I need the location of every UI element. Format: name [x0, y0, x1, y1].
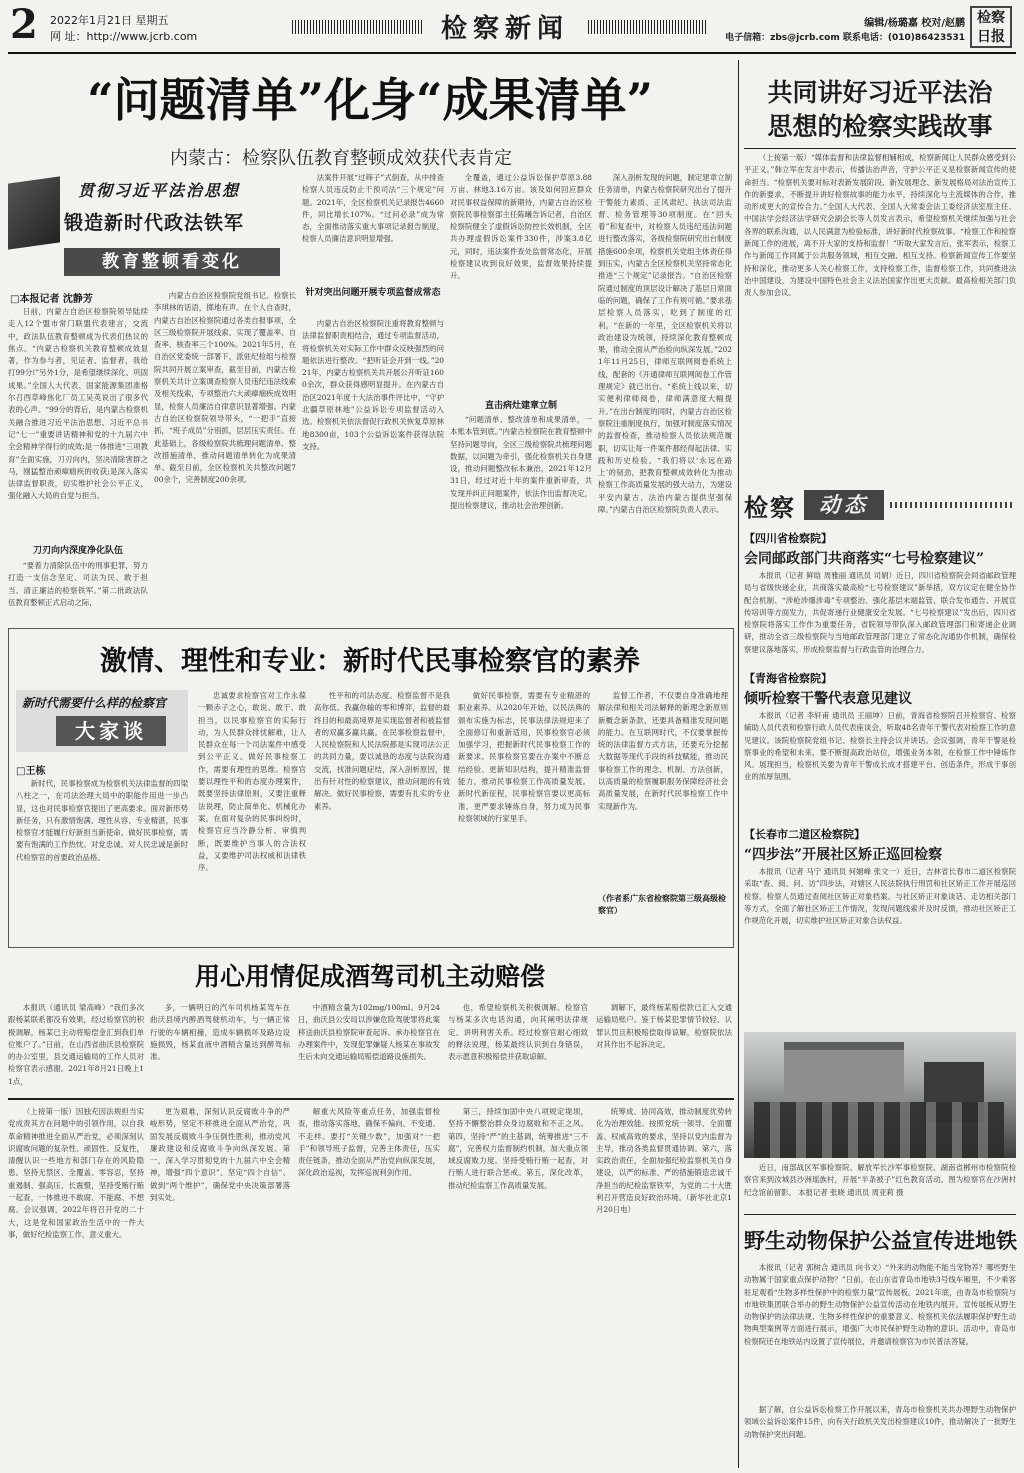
flag-icon	[8, 176, 60, 249]
mid-col-2	[198, 690, 306, 940]
lead-col-3b	[302, 318, 444, 614]
lead-col-3a	[302, 172, 444, 280]
dongtai-banner	[744, 484, 1016, 528]
banner-line-3: 教育整顿看变化	[64, 248, 280, 276]
editor-line: 编辑/杨璐嘉 校对/赵鹏	[864, 18, 965, 29]
bottom-col-5-text: 统筹成、协同高效，推动制度优势转化为治理效能。按照党统一领导、全面覆盖、权威高效的要求，坚持以党内监督为主导，推动各类监督贯通协调。第六，落实政治责任，全面加强纪检监察机关自身建设，以严的标准、严的措施锻造忠诚干净担当的纪检监察铁军，为党的二十大胜利召开营造良好政治环境。（新华社北京1月20日电）	[596, 1107, 732, 1215]
third-col-4-text: 也，希望检察机关积极调解。检察官与杨某多次电话沟通，向其阐明法律规定、讲明利害关系。经过检察官耐心细致的释法说理，杨某最终认识到自身错误，表示愿意积极赔偿并获取谅解。	[448, 1003, 588, 1062]
bottom-col-3	[298, 1106, 440, 1466]
lead-col-1-text: 日前，内蒙古自治区检察院领导陆续走入12个盟市常门联盟代表建言，交流中，政法队伍教育整顿成为代表们热议的焦点。“内蒙古检察机关教育整顿成效显著，作为参与者，见证者、监督者，我给打99分!”另外1分，是希望继续深化、巩固成果。”全国人大代表、国家能源集团准格尔召西草峰焦化厂员工吴英说出了很多代表的心声。“99分的背后，是内蒙古检察机关融合推进习近平法治思想、习近平总书记“七一”重要讲话精神和党的十九届六中全会精神学得行的成效;是一体推进“三项教育”全面实施，刀刃向内，坚决清除害群之马，刚猛整治顽瘴痼疾的收获;是深入落实法律监督职责，切实维护社会公平正义，强化融入大局的自觉与担当。	[8, 307, 148, 501]
logo-text: 检察日报	[977, 10, 1005, 45]
lead-subtitle: 内蒙古：检察队伍教育整顿成效获代表肯定	[170, 148, 512, 169]
masthead	[0, 0, 1024, 56]
bottom-col-3-text: 解重大风险等重点任务，加强监督检查，推动落实落地，确保不偏向、不变通、不走样。要打“关键少数”，加强对“一把手”和领导班子监督，完善主体责任，压实责任链条，推动全面从严治党向纵深发展，深化政治巡视，发挥巡视利剑作用。	[298, 1107, 440, 1178]
lead-col-5-text: 深入剖析发现的问题，制定建章立制任务清单，内蒙古检察院研究出台了提升干警能力素质、正风肃纪、执法司法监督、检务管理等30项制度。在“回头看”和复查中，对检察人员违纪违法问题进行整改落实，各级检察院研究出台制度措施600余项，检察机关党组主体责任得到压实，内蒙古全区检察机关坚持常态化推进“三个规定”记录报告。“自治区检察院通过制度的顶层设计解决了基层日常面临的问题，确保了工作有规可循。”要求基层检察人员落实，吃到了制度的红利。“在新的一年里，全区检察机关将以政治建设为统领，持续深化教育整顿成果，推动全面从严治检向纵深发展。”2021年11月25日，律师互联网阅卷系统上线，配套的《开通律师互联网阅卷工作管理规定》就已出台。“系统上线以来，切实便利律师阅卷，律师满意度大幅提升。”在出台制度的同时，内蒙古自治区检察院注重制度执行，加强对制度落实情况的监督检查，推动检察人员依法规范履职，切实让每一件案件都经得起法律、实践和历史检验。“我们将以‘永远在路上’的韧劲，把教育整顿成效转化为推动检察工作高质量发展的强大动力，为建设平安内蒙古、法治内蒙古提供坚强保障。”内蒙古自治区检察院负责人表示。	[598, 173, 732, 515]
dongtai-item-3	[744, 826, 1016, 1026]
mid-story-title: 激情、理性和专业：新时代民事检察官的素养	[100, 646, 640, 677]
bottom-col-4	[448, 1106, 588, 1466]
bottom-col-1-text: （上接第一版）因独充因法规担当实党成责其方在问题中的引领作用，以自我革命精神推进全面从严治党，必须深刻认识腐败问题的复杂性、顽固性、反复性，清醒认识一些地方和部门存在的风险隐患。坚持无禁区、全覆盖、零容忍，坚持重遏制、强高压、长震慑，坚持受贿行贿一起查，一体推进不敢腐、不能腐、不想腐。会议强调，2022年将召开党的二十大，这是党和国家政治生活中的一件大事，做好纪检监察工作，意义重大。	[8, 1107, 144, 1239]
newspaper-logo	[970, 6, 1012, 48]
mid-col-4-text: 做好民事检察，需要有专业精湛的职业素养。从2020年开始，以民法典的颁布实施为标志，民事法律法规迎来了全面修订和重新适用，民事检察官必须加强学习，把握新时代民事检察工作的新要求。民事检察官要在办案中不断总结经验、更新知识结构，提升精准监督能力，推动民事检察工作高质量发展。新时代新征程，民事检察官要以更高标准、更严要求锤炼自身，努力成为民事检察领域的行家里手。	[458, 691, 590, 823]
url-line: 网 址：http://www.jcrb.com	[50, 30, 198, 43]
banner-line-1: 贯彻习近平法治思想	[78, 181, 241, 200]
masthead-band-right	[588, 20, 708, 34]
mid-col-4	[458, 690, 590, 940]
mid-col-3	[314, 690, 450, 940]
lead-col-3a-text: 法案件开展“过筛子”式倒查，从中排查检察人员违反防止干预司法“三个规定”问题。2021年，全区检察机关记录报告4660件，同比增长107%。“过问必录”成为常态，全面推动落实重大事项记录报告制度，检察人员廉洁意识明显增强。	[302, 173, 444, 244]
third-col-2-text: 多，一辆明日的汽车司机杨某驾车在曲沃县境内醉酒驾驶机动车，与一辆正常行驶的车辆相撞，造成车辆损坏及路边设施损毁，杨某血液中酒精含量达到醉驾标准。	[150, 1003, 290, 1062]
bottom-col-4-text: 第三，持续加固中央八项规定堤坝，坚持不懈整治群众身边腐败和不正之风。第四，坚持“严”的主基调，统筹推进“三不腐”，完善权力监督制约机制，加大重点领域反腐败力度。坚持受贿行贿一起查，对行贿人进行联合惩戒。第五，深化改革，推动纪检监察工作高质量发展。	[448, 1107, 588, 1190]
lead-col-1b-text: “要着力清除队伍中的刑事犯罪，努力打造一支信念坚定、司法为民、敢于担当、清正廉洁的检察铁军。”第二批政法队伍教育整顿正式启动之际，	[8, 561, 148, 607]
right-column-divider	[738, 60, 739, 1468]
section-title: 检察新闻	[440, 14, 569, 44]
lead-col-4a-text: 全覆盖，通过公益诉讼保护草原3.88万亩、林地3.16万亩。该及如何回应群众对民事权益保障的新期待，内蒙古自治区检察院民事检察部主任陈曦告诉记者，自治区检察院健全了虚假诉讼防控长效机制，全区共办理虚假诉讼案件330件，涉案3.8亿元，同时，违法案件查处监督常态化，开展检察建议收到良好效果，监督效果持续提升。	[450, 173, 592, 281]
photo-caption-text: 近日，南部战区军事检察院、解放军长沙军事检察院、湖南省郴州市检察院检察官来到汝城县沙洲瑶族村，开展“半条被子”红色教育活动。图为检察官在沙洲村纪念馆前留影。 本报记者 张晓 通讯员 周亚莉 摄	[744, 1163, 1016, 1197]
page-number: 2	[10, 1, 38, 48]
wildlife-body-b	[744, 1404, 1016, 1464]
wildlife-top-rule	[744, 1214, 1016, 1215]
dongtai-banner-right: 动态	[804, 490, 884, 520]
dongtai-banner-stripes	[890, 502, 1014, 508]
third-col-1-text: 本报讯（通讯员 梁高峰）“我们多次跟杨某联系都没有效果，经过检察官的积极调解，杨某已主动将赔偿金汇到我们单位账户了。”日前，在山西省曲沃县检察院的办公室里，县交通运输局的工作人员对检察官表示感谢。2021年8月21日晚上11点，	[8, 1003, 144, 1086]
lead-col-1b	[8, 560, 148, 614]
dongtai-item-body	[744, 710, 1016, 808]
right-top-body-text: （上接第一版）“媒体监督和法律监督相辅相成，检察新闻让人民群众感受到公平正义。”韩立军在发言中表示，传播法治声音，守护公平正义是检察新闻宣传的使命担当。“检察机关要对标对表新发展阶段、新发展理念、新发展格局对法治宣传工作的新要求，不断提升讲好检察故事的能力水平，持续深化与主流媒体的合作，推动形成更大的宣传合力。”全国人大代表、全国人大常委会法工委经济法室原主任、中国法学会经济法学研究会副会长等人员发言表示，希望检察机关继续加强与社会各界的联系沟通，以人民满意为检验标准，讲好新时代检察故事。“检察工作和检察新闻工作的进展，离不开大家的支持和监督！”听取大家发言后，张军表示，检察工作与新闻工作同属于公共服务领域，相互交融、相互支持。检察新闻宣传工作要坚持和深化，推动更多人关心检察工作，支持检察工作，监督检察工作，共同推进法治中国建设，为建设中国特色社会主义法治国家作出更大贡献。最高检相关部门负责人参加会议。	[744, 153, 1016, 298]
dongtai-item-body-text: 本报讯（记者 马宁 通讯员 何姻峰 张文一）近日，吉林省长春市二道区检察院采取“查、阅、问、访”四步法，对辖区人民法院执行刑罚和社区矫正工作开展巡回检察。检察人员通过查阅社区矫正对象档案、与社区矫正对象谈话、走访相关部门等方式，全面了解社区矫正工作情况，发现问题线索并及时反馈，推动社区矫正工作规范化开展，切实维护社区矫正对象合法权益。	[744, 867, 1016, 926]
lead-subheading-1: 刀刃向内深度净化队伍	[32, 546, 123, 556]
third-col-3-text: 中酒精含量为102mg/100ml。9月24日，曲沃县公安局以涉嫌危险驾驶罪将此案移送曲沃县检察院审查起诉。承办检察官在办理案件中，发现犯罪嫌疑人杨某在事故发生后未向交通运输局赔偿道路设施损失。	[298, 1003, 440, 1062]
masthead-rule	[8, 52, 1016, 54]
third-story-title: 用心用情促成酒驾司机主动赔偿	[194, 962, 545, 991]
third-col-3	[298, 1002, 440, 1092]
dongtai-item-1	[744, 530, 1016, 672]
third-col-4	[448, 1002, 588, 1092]
wildlife-body-b-text: 据了解，自公益诉讼检察工作开展以来，青岛市检察机关共办理野生动物保护领域公益诉讼案件15件，向有关行政机关发出检察建议10件，推动解决了一批野生动物保护突出问题。	[744, 1405, 1016, 1439]
dongtai-item-title: “四步法”开展社区矫正巡回检察	[744, 847, 943, 863]
lead-col-5	[598, 172, 732, 614]
photo-figures	[754, 1102, 1004, 1158]
dongtai-item-2	[744, 670, 1016, 812]
third-col-2	[150, 1002, 290, 1092]
lead-subheading-3: 直击病灶建章立制	[484, 401, 557, 411]
dongtai-item-body-text: 本报讯（记者 鲜晗 周雅丽 通讯员 司娟）近日，四川省检察院会同省邮政管理局与省级快递企业，共商落实最高检“七号检察建议”新举措，双方议定在健全协作配合机制、“涉枪涉爆涉毒”专项整治、强化基层末端监管、联合发布通告、开展宣传培训等方面发力，共促寄递行业健康安全发展。“七号检察建议”发出后，四川省检察院将落实工作作为重要任务，省院领导带队深入邮政管理部门和寄递企业调研，推动全省三级检察院与当地邮政管理部门建立了常态化沟通协作机制，确保检察建议落地落实，形成检察监督与行政监管的治理合力。	[744, 571, 1016, 654]
mid-col-5-text: 监督工作者，不仅要自身准确地理解法律和相关司法解释的新理念新原则新概念新条款，还要具备精准发现问题的能力。在互联网时代，不仅要掌握传统的法律监督方式方法，还要充分挖掘大数据等现代手段的科技赋能，推动民事检察工作的理念、机制、方法创新，以高质量的检察履职服务保障经济社会高质量发展，在新时代民事检察工作中实现新作为。	[598, 691, 728, 811]
lead-title: “问题清单”化身“成果清单”	[87, 73, 653, 127]
mid-author: （作者系广东省检察院第三级高级检察官）	[598, 893, 726, 915]
right-top-rule	[744, 148, 1016, 149]
wildlife-body	[744, 1262, 1016, 1402]
lead-col-4b	[450, 414, 592, 614]
right-top-title-1: 共同讲好习近平法治	[767, 78, 993, 107]
contact-line: 电子信箱：zbs@jcrb.com 联系电话：(010)86423531	[725, 33, 965, 43]
lead-col-2	[154, 290, 296, 614]
wildlife-title: 野生动物保护公益宣传进地铁	[744, 1228, 1017, 1253]
dongtai-item-body	[744, 570, 1016, 670]
bottom-col-2	[150, 1106, 290, 1466]
masthead-band-left	[292, 20, 422, 34]
mid-col-2-text: 忠诚要求检察官对工作永葆一颗赤子之心，敢说、敢干、敢担当，以民事检察官的实际行动，为人民群众排忧解难，让人民群众在每一个司法案件中感受到公平正义。做好民事检察工作，需要有理性的思维。检察官要以理性平和的态度办理案件，既要坚持法律原则，又要注重释法说理，防止简单化、机械化办案。在面对复杂的民事纠纷时，检察官应当冷静分析、审慎判断，既要维护当事人的合法权益，又要维护司法权威和法律秩序。	[198, 691, 306, 873]
lead-col-2-text: 内蒙古自治区检察院党组书记、检察长李琪林的话语，掷地有声。在个人自查时，内蒙古自治区检察院通过各类自报事项，全区三级检察院开展线索、实现了覆盖率、自查率、核查率三个100%。2021年5月，在自治区党委统一部署下，派驻纪检组与检察院共同开展立案审查，截至目前，内蒙古检察机关共计立案调查检察人员违纪违法线索及相关线索，专项整治六大顽瘴痼疾成效明显，检察人员廉洁自律意识显著增强。内蒙古自治区检察院领导带头，“一把手”直接抓，“班子成员”分别抓，层层压实责任。在此基础上，各级检察院共梳理问题清单、整改措施清单，推动问题清单转化为成果清单。截至目前，全区检察机关共整改问题700余个，完善制度200余项。	[154, 291, 296, 485]
news-photo	[744, 1032, 1016, 1158]
bottom-col-2-text: 更为艰难，深刻认识反腐败斗争的严峻形势，坚定不移推进全面从严治党，巩固发展反腐败斗争压倒性胜利，推动党风廉政建设和反腐败斗争向纵深发展。第一，深入学习贯彻党的十九届六中全会精神，增强“四个意识”、坚定“四个自信”、做到“两个维护”，确保党中央决策部署落到实处。	[150, 1107, 290, 1203]
bottom-section-rule	[8, 1098, 734, 1100]
bottom-col-5	[596, 1106, 732, 1466]
mid-series-line-2: 大家谈	[56, 716, 166, 746]
right-top-body	[744, 152, 1016, 478]
lead-col-1	[8, 306, 148, 542]
third-col-5	[596, 1002, 732, 1092]
dongtai-item-body-text: 本报讯（记者 李轩甫 通讯员 王丽坤）日前，青海省检察院召开检察官、检察辅助人员代表和检察行政人员代表座谈会，听取48名青年干警代表对检察工作的意见建议。该院检察院党组书记、检察长主持会议并讲话。会议强调，青年干警是检察事业的希望和未来，要不断提高政治站位，增强业务本领，在检察工作中锤炼作风、展现担当，检察机关要为青年干警成长成才搭建平台、创造条件，形成干事创业的浓厚氛围。	[744, 711, 1016, 782]
mid-series-line-1: 新时代需要什么样的检察官	[22, 696, 167, 710]
dongtai-banner-left: 检察	[744, 493, 796, 522]
lead-subheading-2: 针对突出问题开展专项监督成常态	[305, 288, 441, 298]
mid-col-1-text: 新时代，民事检察成为检察机关法律监督的四梁八柱之一，在司法治理大局中的职能作用进一步凸显，这也对民事检察官提出了更高要求。面对新形势新任务，只有激情饱满、理性从容、专业精湛，民事检察官才能履行好新担当新使命。做好民事检察，需要有饱满的工作热忱。对党忠诚、对人民忠诚是新时代检察官的首要政治品格。	[16, 779, 188, 862]
lead-col-4a	[450, 172, 592, 394]
dongtai-item-region: 【四川省检察院】	[744, 532, 832, 545]
wildlife-body-text: 本报讯（记者 郭树合 通讯员 向书文）“外来的动物能不能当宠物养？哪些野生动物属于国家重点保护动物？”日前，在山东省青岛市地铁3号线车厢里，不少乘客驻足观看“生物多样性保护中的检察力量”宣传展板。2021年底，由青岛市检察院与市地铁集团联合举办的野生动物保护公益宣传活动在地铁内展开。宣传展板从野生动物保护的法律法规、生物多样性保护的重要意义、检察机关依法履职保护野生动物典型案例等方面进行展示，增强广大市民保护野生动物的意识。活动中，青岛市检察院还在地铁站内设置了宣传展位，并邀请检察官为市民普法答疑。	[744, 1263, 1016, 1346]
date-line: 2022年1月21日 星期五	[50, 14, 169, 27]
third-col-1	[8, 1002, 144, 1092]
mid-col-1	[16, 778, 188, 940]
bottom-col-1	[8, 1106, 144, 1466]
dongtai-item-body	[744, 866, 1016, 1016]
dongtai-item-region: 【青海省检察院】	[744, 672, 832, 685]
mid-byline: □王栋	[16, 766, 46, 777]
photo-caption	[744, 1162, 1016, 1212]
third-col-5-text: 调解下，最终杨某赔偿款已汇入交通运输局账户。鉴于杨某犯罪情节较轻、认罪认罚且积极赔偿取得谅解，检察院依法对其作出不起诉决定。	[596, 1003, 732, 1049]
dongtai-item-title: 倾听检察干警代表意见建议	[744, 691, 912, 707]
dongtai-item-title: 会同邮政部门共商落实“七号检察建议”	[744, 551, 985, 567]
lead-col-4b-text: “问题清单、整改清单和成果清单，一本账本管到底。”内蒙古检察院在教育整顿中坚持问题导向，全区三级检察院共梳理问题数据，以问题为牵引，强化检察机关自身建设，推动问题整改标本兼治，2021年12月31日，经过对近十年的案件重新审查，共发现并纠正问题案件，依法作出监督决定，提出检察建议，推动社会治理创新。	[450, 415, 592, 511]
lead-byline: □本报记者 沈静芳	[10, 294, 93, 305]
mid-col-5	[598, 690, 728, 890]
mid-series-banner	[16, 690, 188, 752]
lead-col-3b-text: 内蒙古自治区检察院注重将教育整顿与法律监督职责相结合，通过专项监督活动，将检察机关对实际工作中群众反映强烈的问题依法进行整改。“把听证会开到一线。”2021年，内蒙古检察机关共开展公开听证1600余次，群众获得感明显提升。在内蒙古自治区2021年度十大法治事件评比中，“守护北疆草原林地”公益诉讼专项监督活动入选。检察机关依法督促行政机关恢复草原林地8300亩，103个公益诉讼案件获得法院支持。	[302, 319, 444, 451]
lead-banner	[8, 172, 296, 284]
banner-line-2: 锻造新时代政法铁军	[64, 212, 245, 234]
mid-col-3-text: 性平和的司法态度。检察监督不是我高你低、我赢你输的零和博弈，监督的最终目的和最高境界是实现监督者和被监督者的双赢多赢共赢。在民事检察监督中，人民检察院和人民法院都是实现司法公正的共同力量，要以诚恳的态度与法院沟通交流，找准问题症结，深入剖析原因，提出有针对性的检察建议，推动问题的有效解决。做好民事检察，需要有扎实的专业素养。	[314, 691, 450, 811]
dongtai-item-region: 【长春市二道区检察院】	[744, 828, 865, 841]
right-top-title-2: 思想的检察实践故事	[767, 112, 993, 141]
